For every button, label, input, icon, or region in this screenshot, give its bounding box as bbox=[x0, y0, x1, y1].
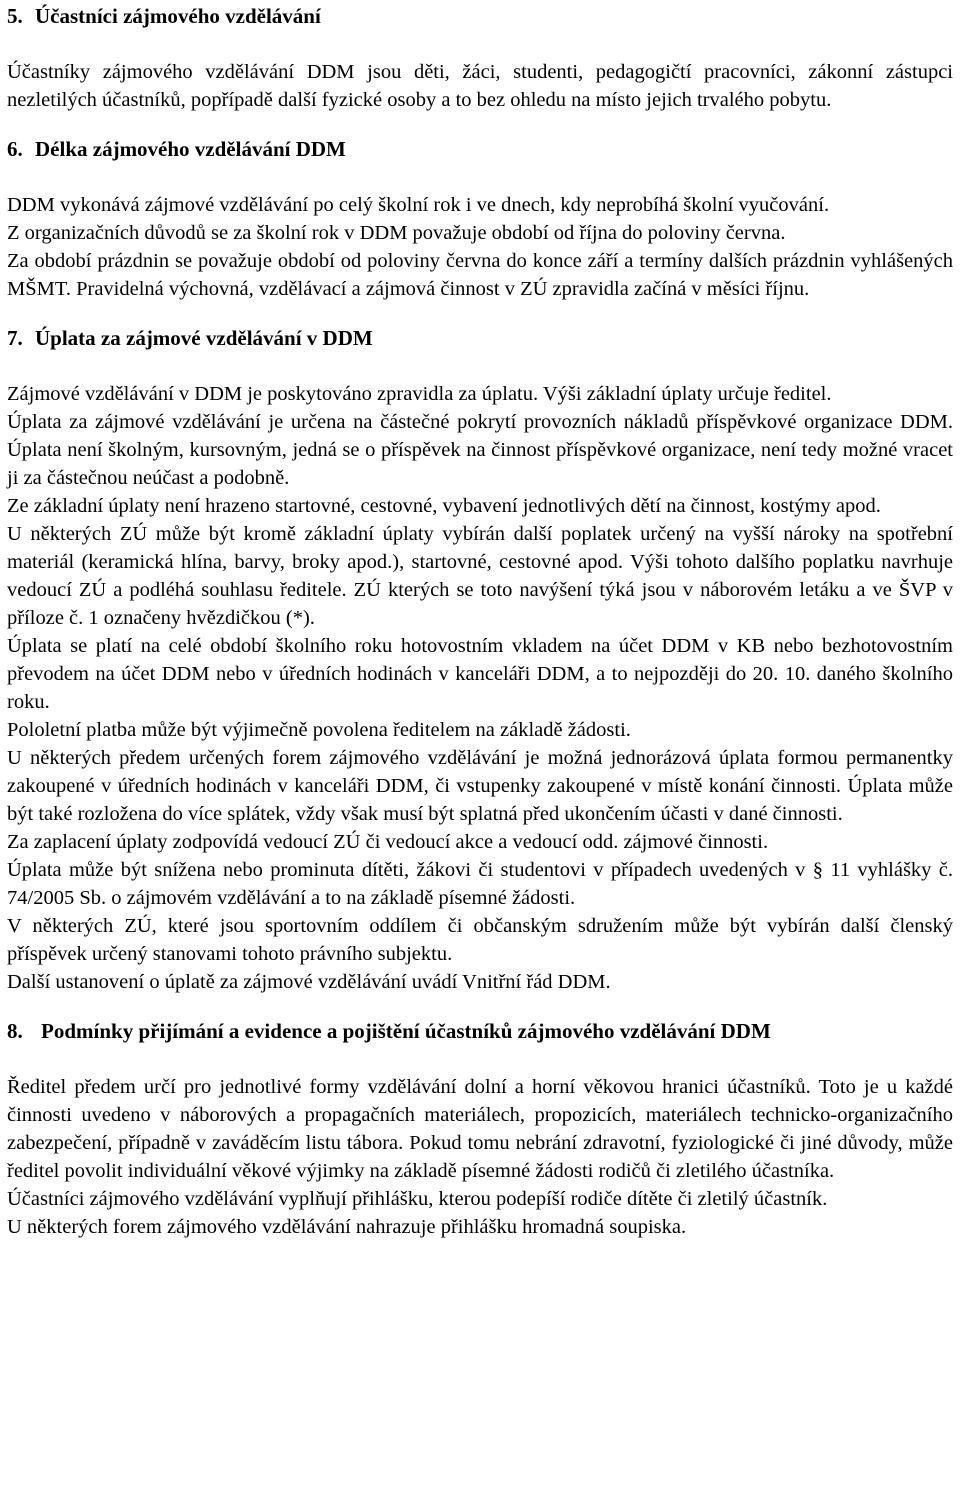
paragraph: Z organizačních důvodů se za školní rok v DDM považuje období od října do poloviny června. bbox=[7, 222, 786, 244]
paragraph: U některých předem určených forem zájmového vzdělávání je možná jednorázová úplata formou permanentky zakoupené v úředních hodinách v kanceláři DDM, či vstupenky zakoupené v místě konání činnosti. Úplata může být také rozložena do více splátek, vždy však musí být splatná před ukončením účasti v dané činnosti. bbox=[7, 747, 953, 825]
paragraph: Úplata za zájmové vzdělávání je určena na částečné pokrytí provozních nákladů příspěvkové organizace DDM. Úplata není školným, kursovným, jedná se o příspěvek na činnost příspěvkové organizace, není tedy možné vracet ji za částečnou neúčast a podobně. bbox=[7, 411, 953, 489]
section-heading bbox=[7, 135, 953, 163]
section-number: 6. bbox=[7, 137, 23, 161]
paragraph: Další ustanovení o úplatě za zájmové vzdělávání uvádí Vnitřní řád DDM. bbox=[7, 971, 611, 993]
section-number: 5. bbox=[7, 4, 23, 28]
paragraph: Ze základní úplaty není hrazeno startovné, cestovné, vybavení jednotlivých dětí na činnost, kostýmy apod. bbox=[7, 495, 881, 517]
paragraph: Účastníky zájmového vzdělávání DDM jsou děti, žáci, studenti, pedagogičtí pracovníci, zákonní zástupci nezletilých účastníků, popřípadě další fyzické osoby a to bez ohledu na místo jejich trvalého pobytu. bbox=[7, 61, 953, 111]
section-5 bbox=[7, 0, 953, 135]
section-heading bbox=[7, 1017, 953, 1045]
section-heading bbox=[7, 324, 953, 352]
section-number: 7. bbox=[7, 326, 23, 350]
section-number: 8. bbox=[7, 1019, 23, 1043]
paragraph: Ředitel předem určí pro jednotlivé formy vzdělávání dolní a horní věkovou hranici účastníků. Toto je u každé činnosti uvedeno v náborových a propagačních materiálech, propozicích, materiálech technicko-organizačního zabezpečení, případně v zaváděcím listu tábora. Pokud tomu nebrání zdravotní, fyziologické či jiné důvody, může ředitel povolit individuální věkové výjimky na základě písemné žádosti rodičů či zletilého účastníka. bbox=[7, 1076, 953, 1182]
section-title: Podmínky přijímání a evidence a pojištění účastníků zájmového vzdělávání DDM bbox=[41, 1019, 771, 1043]
paragraph: U některých forem zájmového vzdělávání nahrazuje přihlášku hromadná soupiska. bbox=[7, 1216, 687, 1238]
paragraph: Za období prázdnin se považuje období od poloviny června do konce září a termíny dalších prázdnin vyhlášených MŠMT. Pravidelná výchovná, vzdělávací a zájmová činnost v ZÚ zpravidla začíná v měsíci říjnu. bbox=[7, 250, 953, 300]
paragraph: Za zaplacení úplaty zodpovídá vedoucí ZÚ či vedoucí akce a vedoucí odd. zájmové činnosti. bbox=[7, 831, 769, 853]
paragraph: Zájmové vzdělávání v DDM je poskytováno zpravidla za úplatu. Výši základní úplaty určuje ředitel. bbox=[7, 383, 832, 405]
section-8 bbox=[7, 1017, 953, 1241]
section-heading bbox=[7, 2, 953, 30]
paragraph: U některých ZÚ může být kromě základní úplaty vybírán další poplatek určený na vyšší nároky na spotřební materiál (keramická hlína, barvy, broky apod.), startovné, cestovné apod. Výši tohoto dalšího poplatku navrhuje vedoucí ZÚ a podléhá souhlasu ředitele. ZÚ kterých se toto navýšení týká jsou v náborovém letáku a ve ŠVP v příloze č. 1 označeny hvězdičkou (*). bbox=[7, 523, 953, 629]
section-title: Délka zájmového vzdělávání DDM bbox=[35, 137, 346, 161]
paragraph: V některých ZÚ, které jsou sportovním oddílem či občanským sdružením může být vybírán další členský příspěvek určený stanovami tohoto právního subjektu. bbox=[7, 915, 953, 965]
section-6 bbox=[7, 135, 953, 324]
section-7 bbox=[7, 324, 953, 1017]
paragraph: Úplata může být snížena nebo prominuta dítěti, žákovi či studentovi v případech uvedených v § 11 vyhlášky č. 74/2005 Sb. o zájmovém vzdělávání a to na základě písemné žádosti. bbox=[7, 859, 953, 909]
paragraph: Úplata se platí na celé období školního roku hotovostním vkladem na účet DDM v KB nebo bezhotovostním převodem na účet DDM nebo v úředních hodinách v kanceláři DDM, a to nejpozději do 20. 10. daného školního roku. bbox=[7, 635, 953, 713]
paragraph: Účastníci zájmového vzdělávání vyplňují přihlášku, kterou podepíší rodiče dítěte či zletilý účastník. bbox=[7, 1188, 828, 1210]
section-title: Účastníci zájmového vzdělávání bbox=[35, 4, 321, 28]
section-title: Úplata za zájmové vzdělávání v DDM bbox=[35, 326, 373, 350]
paragraph: DDM vykonává zájmové vzdělávání po celý školní rok i ve dnech, kdy neprobíhá školní vyučování. bbox=[7, 194, 830, 216]
paragraph: Pololetní platba může být výjimečně povolena ředitelem na základě žádosti. bbox=[7, 719, 631, 741]
